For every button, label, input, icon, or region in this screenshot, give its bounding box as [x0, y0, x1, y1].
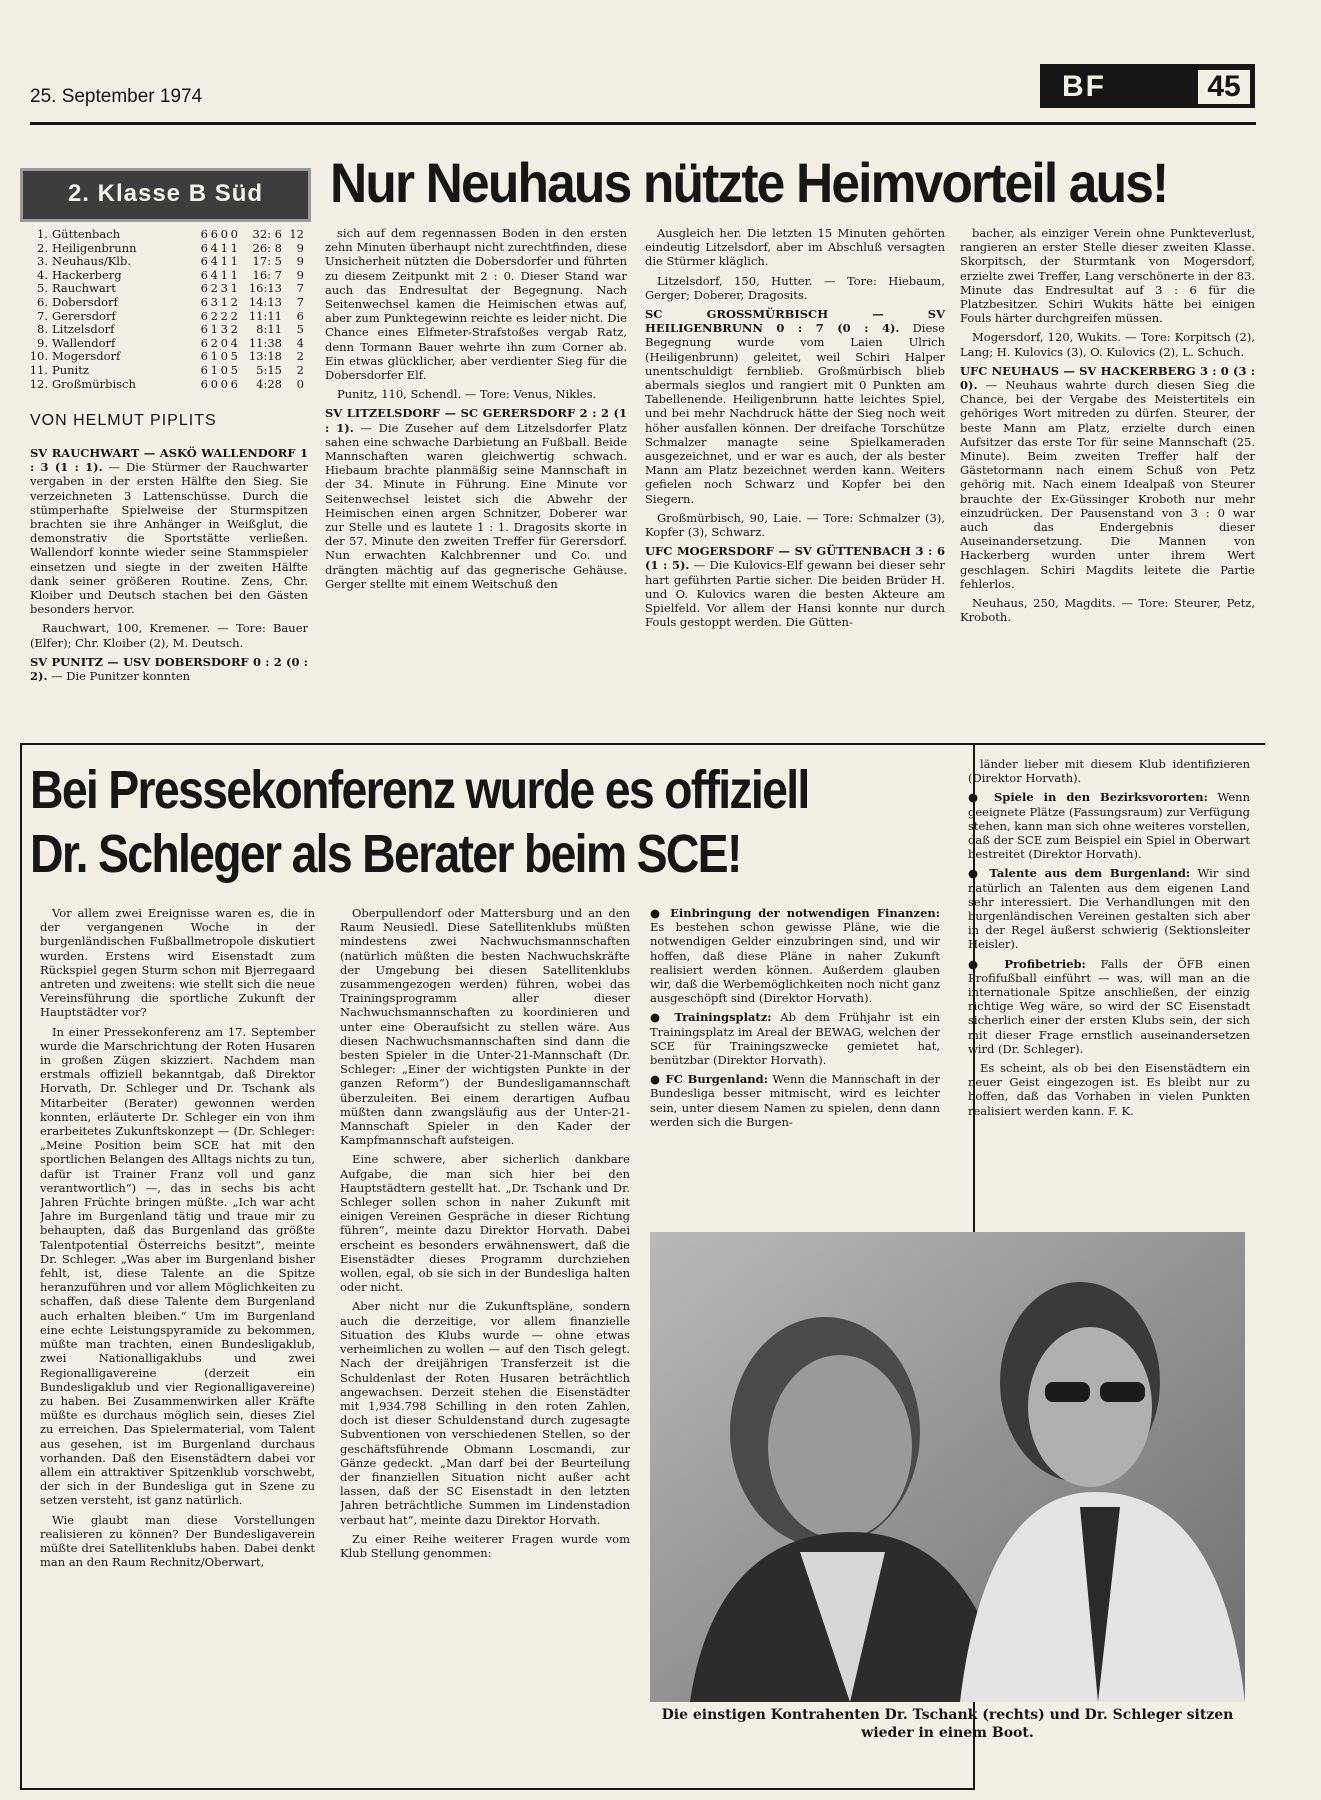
paragraph-heading: SV LITZELSDORF — SC GERERSDORF 2 : 2 (1 : 1).	[325, 406, 627, 435]
paragraph-heading: ● Talente aus dem Burgenland:	[968, 866, 1191, 881]
paragraph-text: Es scheint, als ob bei den Eisenstädtern ein neuer Geist eingezogen ist. Es bleibt nur zu hoffen, daß das Vorhaben in vielen Punkten realisiert werden kann. F. K.	[968, 1061, 1250, 1118]
standings-cell-d: 0	[220, 335, 228, 350]
standings-cell-p: 6	[200, 267, 208, 282]
standings-row	[26, 350, 304, 364]
standings-cell-w: 1	[210, 322, 218, 337]
standings-cell-w: 2	[210, 335, 218, 350]
standings-cell-p: 6	[200, 349, 208, 364]
standings-cell-d: 1	[220, 294, 228, 309]
standings-cell-pts: 5	[296, 322, 304, 337]
paragraph	[340, 906, 630, 1147]
standings-cell-l: 2	[230, 322, 238, 337]
standings-cell-p: 6	[200, 362, 208, 377]
standings-cell-w: 3	[210, 294, 218, 309]
standings-row	[26, 364, 304, 378]
paragraph	[325, 387, 627, 401]
standings-cell-pts: 7	[296, 281, 304, 296]
paragraph-heading: SV RAUCHWART — ASKÖ WALLENDORF 1 : 3 (1 : 1).	[30, 446, 308, 475]
standings-row	[26, 269, 304, 283]
paragraph	[645, 307, 945, 506]
paragraph	[960, 226, 1255, 325]
standings-cell-p: 6	[200, 281, 208, 296]
standings-cell-pos: 12.	[29, 376, 48, 391]
standings-cell-w: 1	[210, 349, 218, 364]
section-label: BF	[1062, 70, 1106, 103]
paragraph-text: Diese Begegnung wurde vom Laien Ulrich (Heiligenbrunn) geleitet, weil Schiri Halper unentschuldigt fernblieb. Großmürbisch blieb abermals sieglos und rangiert mit 0 Punkten am Tabellenende. Heiligenbrunn hatte leichtes Spiel, und bei mehr Nachdruck hätte der Sieg noch weit höher ausfallen können. Der dreifache Torschütze Schmalzer managte seine Spielkameraden ausgezeichnet, und er war es auch, der als bester Mann am Platz bezeichnet werden kann. Weiters gefielen noch Schwarz und Kopfer bei den Siegern.	[645, 321, 945, 506]
photo-caption: Die einstigen Kontrahenten Dr. Tschank (rechts) und Dr. Schleger sitzen wieder in einem Boot.	[661, 1707, 1234, 1741]
standings-row	[26, 255, 304, 269]
standings-cell-w: 6	[210, 227, 218, 241]
article1-column-4	[960, 226, 1255, 738]
paragraph-text: Wie glaubt man diese Vorstellungen realisieren zu können? Der Bundesligaverein müßte drei Satellitenklubs haben. Dabei denkt man an den Raum Rechnitz/Oberwart,	[40, 1512, 315, 1570]
standings-cell-p: 6	[200, 335, 208, 350]
standings-cell-team: Mogersdorf	[52, 349, 121, 364]
standings-cell-d: 1	[220, 267, 228, 282]
paragraph-text: bacher, als einziger Verein ohne Punkteverlust, rangieren an erster Stelle dieser zweiten Klasse. Skorpitsch, der Sturmtank von Mogersdorf, erzielte zwei Treffer, Lang verschönerte in der 83. Minute das Endresultat auf 3 : 6 für die Platzbesitzer. Schiri Wukits hätte bei einigen Fouls härter durchgreifen müssen.	[960, 226, 1255, 326]
standings-cell-pos: 11.	[29, 362, 48, 377]
article2-column-2	[340, 906, 630, 1782]
paragraph-text: Oberpullendorf oder Mattersburg und an den Raum Neusiedl. Diese Satellitenklubs müßten mindestens zwei Nachwuchsmannschaften (natürlich müßten die besten Nachwuchskräfte der Umgebung bei diesen Satellitenklubs zusammengezogen werden) führen, wobei das Trainingsprogramm aller dieser Nachwuchsmannschaften zu koordinieren und unter eine Oberaufsicht zu stellen wäre. Aus diesen Nachwuchsmannschaften sind dann die besten Spieler in die Unter-21-Mannschaft (Dr. Schleger: „Einer der wichtigsten Punkte in der ganzen Reform“) der Bundesligamannschaft überzuleiten. Bei einem derartigen Aufbau müßten dann zwangsläufig aus der Unter-21-Mannschaft Spieler in den Kader der Kampfmannschaft aufsteigen.	[340, 906, 630, 1148]
paragraph	[645, 274, 945, 302]
article1-column-1	[30, 446, 308, 738]
standings-cell-l: 5	[230, 349, 238, 364]
standings-cell-pos: 4.	[37, 267, 48, 282]
paragraph	[650, 1072, 940, 1129]
standings-cell-team: Gerersdorf	[52, 308, 116, 323]
standings-cell-goals: 14:13	[248, 294, 282, 309]
paragraph	[325, 406, 627, 591]
standings-cell-l: 5	[230, 362, 238, 377]
standings-cell-pts: 2	[296, 349, 304, 364]
paragraph	[968, 790, 1250, 861]
paragraph-heading: ● Spiele in den Bezirksvororten:	[968, 790, 1208, 805]
standings-cell-d: 0	[220, 349, 228, 364]
standings-cell-w: 4	[210, 267, 218, 282]
standings-cell-pts: 6	[296, 308, 304, 323]
paragraph	[968, 866, 1250, 951]
paragraph-text: — Die Kulovics-Elf gewann bei dieser sehr hart geführten Partie sicher. Die beiden Brüder H. und O. Kulovics waren die besten Akteure am Spielfeld. Vor allem der Hansi konnte nur durch Fouls gestoppt werden. Die Gütten-	[645, 558, 945, 630]
headline-neuhaus: Nur Neuhaus nützte Heimvorteil aus!	[330, 151, 1168, 214]
press-photo	[650, 1232, 1245, 1702]
standings-cell-d: 3	[220, 322, 228, 337]
standings-cell-l: 1	[230, 281, 238, 296]
standings-cell-pts: 12	[289, 227, 304, 241]
paragraph	[30, 655, 308, 683]
standings-cell-d: 0	[220, 376, 228, 391]
standings-cell-team: Rauchwart	[52, 281, 116, 296]
paragraph-heading: UFC NEUHAUS — SV HACKERBERG 3 : 0 (3 : 0).	[960, 363, 1255, 393]
paragraph-text: Wenn geeignete Plätze (Fassungsraum) zur Verfügung stehen, kann man sich ohne weiteres vorstellen, daß der SCE zum Beispiel ein Spiel in Oberwart bestreitet (Direktor Horvath).	[968, 790, 1250, 862]
standings-cell-team: Güttenbach	[52, 227, 121, 241]
standings-cell-w: 4	[210, 240, 218, 255]
standings-cell-team: Neuhaus/Klb.	[52, 254, 132, 269]
paragraph-text: Zu einer Reihe weiterer Fragen wurde vom Klub Stellung genommen:	[340, 1531, 630, 1560]
standings-cell-pos: 5.	[37, 281, 48, 296]
standings-cell-w: 1	[210, 362, 218, 377]
paragraph-text: — Die Zuseher auf dem Litzelsdorfer Platz sahen eine schwache Darbietung an Fußball. Beide Mannschaften waren gleichwertig schwach. Hiebaum brachte planmäßig seine Mannschaft in der 34. Minute in Führung. Eine Minute vor Seitenwechsel leistet sich die Abwehr der Heimischen einen argen Schnitzer, Doberer war zur Stelle und es lautete 1 : 1. Dragosits skorte in der 57. Minute den zweiten Treffer für Gerersdorf. Nun erwachten Kalchbrenner und Co. und drängten mächtig auf das gegnerische Gehäuse. Gerger stellte mit einem Weitschuß den	[325, 420, 627, 591]
standings-cell-team: Heiligenbrunn	[52, 240, 137, 255]
standings-cell-pos: 1.	[37, 227, 48, 241]
standings-cell-d: 2	[220, 308, 228, 323]
standings-cell-p: 6	[200, 322, 208, 337]
headline-line-2: Dr. Schleger als Berater beim SCE!	[30, 824, 741, 884]
paragraph-heading: SV PUNITZ — USV DOBERSDORF 0 : 2 (0 : 2).	[30, 654, 308, 684]
paragraph-text: Neuhaus, 250, Magdits. — Tore: Steurer, Petz, Kroboth.	[960, 596, 1255, 625]
paragraph-heading: ● Einbringung der notwendigen Finanzen:	[650, 906, 940, 920]
paragraph	[40, 906, 315, 1020]
standings-row	[26, 310, 304, 324]
standings-cell-p: 6	[200, 294, 208, 309]
article2-column-4	[968, 757, 1250, 1225]
standings-cell-pts: 9	[296, 240, 304, 255]
league-title: 2. Klasse B Süd	[67, 180, 264, 207]
paragraph-text: Großmürbisch, 90, Laie. — Tore: Schmalzer (3), Kopfer (3), Schwarz.	[645, 510, 945, 540]
standings-cell-pos: 8.	[37, 322, 48, 337]
standings-row	[26, 282, 304, 296]
byline: VON HELMUT PIPLITS	[30, 412, 217, 429]
standings-cell-pos: 6.	[37, 294, 48, 309]
standings-cell-pos: 10.	[29, 349, 48, 364]
header-rule	[30, 122, 1256, 125]
paragraph-text: Punitz, 110, Schendl. — Tore: Venus, Nikles.	[337, 387, 597, 402]
standings-cell-l: 2	[230, 308, 238, 323]
paragraph-text: länder lieber mit diesem Klub identifizieren (Direktor Horvath).	[968, 757, 1250, 786]
issue-date: 25. September 1974	[30, 86, 203, 107]
article2-column-3	[650, 906, 940, 1224]
paragraph-text: Aber nicht nur die Zukunftspläne, sondern auch die derzeitige, vor allem finanzielle Situation des Klubs wurde — ohne etwas verheimlichen zu wollen — auf den Tisch gelegt. Nach der dreijährigen Transferzeit ist die Schuldenlast der Roten Husaren beträchtlich angewachsen. Derzeit stehen die Eisenstädter mit 1,934.798 Schilling in den roten Zahlen, doch ist dieser Schuldenstand durch zugesagte Subventionen von verschiedenen Stellen, so der geschäftsführende Obmann Loscmandi, zur Gänze gedeckt. „Man darf bei der Beurteilung der finanziellen Situation nicht außer acht lassen, daß der SC Eisenstadt in den letzten Jahren beträchtliche Summen im Lindenstadion verbaut hat“, meinte dazu Direktor Horvath.	[340, 1299, 630, 1527]
standings-row	[26, 296, 304, 310]
standings-cell-pts: 7	[296, 294, 304, 309]
standings-cell-pts: 0	[296, 376, 304, 391]
article1-column-3	[645, 226, 945, 738]
paragraph	[340, 1532, 630, 1560]
standings-cell-pts: 9	[296, 254, 304, 269]
headline-schleger	[30, 758, 838, 886]
standings-cell-goals: 16:13	[248, 281, 282, 296]
paragraph	[968, 957, 1250, 1056]
paragraph-text: — Die Punitzer konnten	[47, 669, 191, 684]
standings-cell-p: 6	[200, 240, 208, 255]
paragraph-text: Wenn die Mannschaft in der Bundesliga besser mitmischt, wird es leichter sein, unter diesem Namen zu spielen, denn dann werden sich die Burgen-	[650, 1072, 940, 1129]
paragraph-text: — Die Stürmer der Rauchwarter vergaben in der ersten Hälfte den Sieg. Sie verzeichneten 3 Lattenschüsse. Durch die stümperhafte Spielweise der Sturmspitzen brachten sie ihre Anhänger in Weißglut, die demonstrativ die Sportstätte verließen. Wallendorf konnte wieder seine Stammspieler einsetzen und siegte in der zweiten Hälfte dank seiner größeren Routine. Zens, Chr. Kloiber und Deutsch stachen bei den Gästen besonders hervor.	[30, 460, 308, 617]
paragraph	[650, 906, 940, 1005]
standings-cell-team: Hackerberg	[52, 267, 122, 282]
standings-cell-pts: 4	[296, 335, 304, 350]
paragraph	[30, 446, 308, 616]
standings-table	[26, 228, 304, 391]
standings-cell-pts: 2	[296, 362, 304, 377]
paragraph	[325, 226, 627, 382]
standings-row	[26, 323, 304, 337]
paragraph-heading: ● Profibetrieb:	[968, 956, 1086, 971]
standings-cell-d: 0	[220, 362, 228, 377]
headline-line-1: Bei Pressekonferenz wurde es offiziell	[30, 760, 809, 820]
paragraph-text: Litzelsdorf, 150, Hutter. — Tore: Hiebaum, Gerger; Doberer, Dragosits.	[645, 273, 945, 302]
paragraph-text: Vor allem zwei Ereignisse waren es, die in der vergangenen Woche in der burgenländischen Fußballmetropole diskutiert wurden. Erstens wird Eisenstadt zum Rückspiel gegen Sturm schon mit Bjerregaard antreten und zweitens: wie stellt sich die neue Vereinsführung die sportliche Zukunft der Hauptstädter vor?	[40, 906, 315, 1020]
paragraph	[968, 1061, 1250, 1118]
standings-cell-w: 0	[210, 376, 218, 391]
paragraph-text: Wir sind natürlich an Talenten aus dem eigenen Land sehr interessiert. Die Verhandlungen mit den burgenländischen Vereinen gestalten sich aber in der Regel äußerst schwierig (Sektionsleiter Heisler).	[968, 866, 1250, 952]
standings-cell-l: 1	[230, 267, 238, 282]
standings-row	[26, 242, 304, 256]
standings-cell-goals: 11:38	[248, 335, 282, 350]
standings-cell-d: 0	[220, 227, 228, 241]
standings-cell-d: 1	[220, 254, 228, 269]
standings-cell-l: 4	[230, 335, 238, 350]
standings-cell-goals: 16: 7	[252, 267, 282, 282]
standings-cell-goals: 11:11	[248, 308, 282, 323]
paragraph	[340, 1152, 630, 1294]
standings-cell-goals: 13:18	[248, 349, 282, 364]
standings-cell-team: Wallendorf	[52, 335, 116, 350]
standings-cell-team: Dobersdorf	[52, 294, 118, 309]
standings-cell-team: Punitz	[52, 362, 89, 377]
standings-cell-goals: 8:11	[256, 322, 282, 337]
paragraph-heading: ● FC Burgenland:	[650, 1072, 768, 1087]
photo-illustration	[650, 1232, 1245, 1702]
paragraph-heading: UFC MOGERSDORF — SV GÜTTENBACH 3 : 6 (1 : 5).	[645, 544, 945, 573]
paragraph	[645, 226, 945, 269]
paragraph	[960, 596, 1255, 624]
standings-cell-team: Litzelsdorf	[52, 322, 115, 337]
standings-cell-goals: 4:28	[256, 376, 282, 391]
page-number: 45	[1196, 68, 1252, 106]
standings-row	[26, 337, 304, 351]
paragraph-text: In einer Pressekonferenz am 17. September wurde die Marschrichtung der Roten Husaren in großen Zügen skizziert. Nachdem man erstmals offiziell bekanntgab, daß Direktor Horvath, Dr. Schleger und Dr. Tschank als Mitarbeiter (Berater) gewonnen werden konnten, erläuterte Dr. Schleger ein von ihm erarbeitetes Zukunftskonzept — (Dr. Schleger: „Meine Position beim SCE hat mit den sportlichen Belangen des Alltags nichts zu tun, dafür ist Trainer Franz voll und ganz verantwortlich“) —, das in sechs bis acht Jahren Früchte bringen müßte. „Ich war acht Jahre im Burgenland tätig und traue mir zu behaupten, daß das Burgenland das größte Talentpotential Österreichs besitzt“, meinte Dr. Schleger. „Was aber im Burgenland bisher fehlt, ist, diese Talente an die Spitze heranzuführen und vor allem Möglichkeiten zu schaffen, daß diese Talente dem Burgenland auch erhalten bleiben.“ Um im Burgenland eine echte Leistungspyramide zu bekommen, müßte man trachten, einen Bundesligaklub, zwei Nationalligaklubs und zwei Regionalligavereine (derzeit ein Bundesligaklub und vier Regionalligavereine) zu haben. Bei Zusammenwirken aller Kräfte müßte es durchaus möglich sein, dieses Ziel zu erreichen. Das Spielermaterial, vom Talent aus gesehen, ist im Burgenland durchaus vorhanden. Daß den Eisenstädtern dabei vor allem ein attraktiver Spitzenklub vorschwebt, der sich in der Bundesliga gut in Szene zu setzen versteht, ist ganz natürlich.	[40, 1024, 315, 1508]
standings-cell-team: Großmürbisch	[52, 376, 136, 391]
standings-cell-d: 1	[220, 240, 228, 255]
paragraph	[30, 621, 308, 649]
standings-cell-goals: 17: 5	[252, 254, 282, 269]
article1-column-2	[325, 226, 627, 738]
standings-cell-pos: 9.	[37, 335, 48, 350]
standings-cell-w: 2	[210, 281, 218, 296]
paragraph-text: Ab dem Frühjahr ist ein Trainingsplatz im Areal der BEWAG, welchen der SCE für Trainingszwecke gemietet hat, benützbar (Direktor Horvath).	[650, 1010, 940, 1068]
paragraph-text: Falls der ÖFB einen Profifußball einführt — was, will man an die internationale Spitze anschließen, der einzig richtige Weg wäre, so wird der SC Eisenstadt sicherlich einer der ersten Klubs sein, der sich mit dieser Frage ernstlich auseinandersetzen wird (Dr. Schleger).	[968, 956, 1250, 1056]
standings-row	[26, 228, 304, 242]
paragraph	[645, 511, 945, 539]
paragraph-text: Mogersdorf, 120, Wukits. — Tore: Korpitsch (2), Lang; H. Kulovics (3), O. Kulovics (2), L. Schuch.	[960, 330, 1255, 359]
standings-cell-l: 1	[230, 240, 238, 255]
paragraph-text: Rauchwart, 100, Kremener. — Tore: Bauer (Elfer); Chr. Kloiber (2), M. Deutsch.	[30, 621, 308, 650]
standings-cell-l: 2	[230, 294, 238, 309]
paragraph-text: Ausgleich her. Die letzten 15 Minuten gehörten eindeutig Litzelsdorf, aber im Abschluß versagten die Stürmer kläglich.	[645, 226, 945, 269]
paragraph-heading: ● Trainingsplatz:	[650, 1010, 772, 1025]
article2-column-1	[40, 906, 315, 1782]
standings-cell-w: 2	[210, 308, 218, 323]
standings-row	[26, 378, 304, 392]
paragraph	[960, 364, 1255, 591]
paragraph	[40, 1513, 315, 1570]
paragraph	[645, 544, 945, 629]
standings-cell-goals: 5:15	[256, 362, 282, 377]
paragraph	[960, 330, 1255, 358]
standings-cell-l: 0	[230, 227, 238, 241]
standings-cell-pos: 7.	[37, 308, 48, 323]
paragraph-text: Es bestehen schon gewisse Pläne, wie die notwendigen Gelder einzubringen sind, und wir hoffen, daß diese Pläne in naher Zukunft realisiert werden können. Außerdem glauben wir, daß die Werbemöglichkeiten noch nicht ganz ausgeschöpft sind (Direktor Horvath).	[650, 920, 940, 1006]
paragraph	[340, 1299, 630, 1526]
standings-cell-p: 6	[200, 254, 208, 269]
standings-cell-p: 6	[200, 227, 208, 241]
paragraph-text: Eine schwere, aber sicherlich dankbare Aufgabe, die man sich hier bei den Hauptstädtern gestellt hat. „Dr. Tschank und Dr. Schleger sollen schon in naher Zukunft mit einigen Vereinen Gespräche in dieser Richtung führen“, meinte dazu Direktor Horvath. Dabei erscheint es besonders erwähnenswert, daß die Eisenstädter dieses Programm durchziehen wollen, egal, ob sie sich in der Bundesliga halten oder nicht.	[340, 1152, 630, 1295]
paragraph	[40, 1025, 315, 1508]
standings-cell-goals: 32: 6	[252, 227, 282, 241]
standings-cell-w: 4	[210, 254, 218, 269]
standings-cell-pos: 3.	[37, 254, 48, 269]
standings-cell-pts: 9	[296, 267, 304, 282]
standings-cell-l: 1	[230, 254, 238, 269]
paragraph-text: — Neuhaus wahrte durch diesen Sieg die Chance, bei der Vergabe des Meistertitels ein gehöriges Wort mitreden zu dürfen. Steurer, der beste Mann am Platz, erzielte durch einen Aufsitzer das erste Tor für seine Mannschaft (25. Minute). Beim zweiten Treffer half der Gästetormann nach einem Schuß von Petz gehörig mit. Nach einem Idealpaß von Steurer brauchte der Ex-Güssinger Kroboth nur mehr einzudrücken. Der Pausenstand von 3 : 0 war auch das Endergebnis dieser Auseinandersetzung. Die Mannen von Hackerberg wurden unter ihrem Wert geschlagen. Schiri Magdits leitete die Partie fehlerlos.	[960, 378, 1255, 591]
standings-cell-d: 3	[220, 281, 228, 296]
paragraph	[968, 757, 1250, 785]
standings-cell-p: 6	[200, 308, 208, 323]
paragraph	[650, 1010, 940, 1067]
standings-cell-pos: 2.	[37, 240, 48, 255]
paragraph-heading: SC GROSSMÜRBISCH — SV HEILIGENBRUNN 0 : 7 (0 : 4).	[645, 307, 945, 336]
standings-cell-goals: 26: 8	[252, 240, 282, 255]
standings-cell-p: 6	[200, 376, 208, 391]
standings-cell-l: 6	[230, 376, 238, 391]
paragraph-text: sich auf dem regennassen Boden in den ersten zehn Minuten überhaupt nicht zurechtfinden, diese Unsicherheit nützten die Dobersdorfer und führten zu diesem Zeitpunkt mit 2 : 0. Dieser Stand war auch das Endresultat der Begegnung. Nach Seitenwechsel kamen die Heimischen etwas auf, aber zum Punktegewinn reichte es leider nicht. Die Chance eines Elfmeter-Strafstoßes vergab Ratz, denn Tormann Bauer wehrte ihn zum Corner ab. Ein etwas glücklicher, aber verdienter Sieg für die Dobersdorfer Elf.	[325, 226, 627, 383]
